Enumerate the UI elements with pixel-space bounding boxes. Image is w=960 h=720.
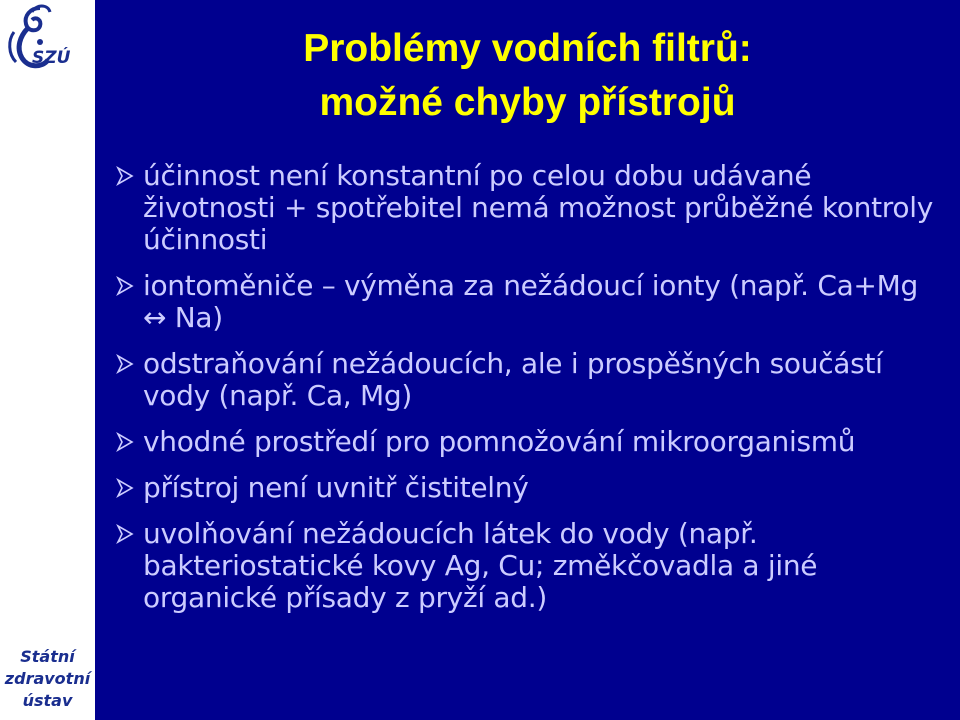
slide-content — [95, 0, 960, 720]
organization-name-line: Státní — [20, 647, 75, 666]
bullet-item — [115, 426, 945, 458]
slide-title-line: Problémy vodních filtrů: — [303, 27, 752, 70]
szu-logo-icon — [2, 2, 92, 82]
organization-name-line: ústav — [22, 691, 73, 710]
bullet-text: odstraňování nežádoucích, ale i prospěšných součástí vody (např. Ca, Mg) — [143, 347, 883, 412]
bullet-item — [115, 348, 945, 412]
arrowhead-icon — [115, 432, 135, 452]
arrowhead-icon — [115, 354, 135, 374]
bullet-text: vhodné prostředí pro pomnožování mikroorganismů — [143, 425, 856, 458]
arrowhead-icon — [115, 166, 135, 186]
arrowhead-icon — [115, 524, 135, 544]
bullet-text: iontoměniče – výměna za nežádoucí ionty (např. Ca+Mg ↔ Na) — [143, 269, 918, 334]
arrowhead-icon — [115, 478, 135, 498]
bullet-item — [115, 270, 945, 334]
bullet-list — [115, 160, 945, 628]
slide-title — [95, 22, 960, 130]
logo-text: SZÚ — [32, 48, 71, 68]
bullet-text: uvolňování nežádoucích látek do vody (např. bakteriostatické kovy Ag, Cu; změkčovadla a jiné organické přísady z pryží ad.) — [143, 517, 818, 614]
szu-logo — [2, 2, 92, 82]
organization-name — [0, 646, 95, 712]
bullet-item — [115, 472, 945, 504]
sidebar — [0, 0, 95, 720]
bullet-item — [115, 518, 945, 614]
slide-title-line: možné chyby přístrojů — [319, 81, 736, 124]
bullet-text: účinnost není konstantní po celou dobu udávané životnosti + spotřebitel nemá možnost průběžné kontroly účinnosti — [143, 159, 933, 256]
arrowhead-icon — [115, 276, 135, 296]
bullet-item — [115, 160, 945, 256]
bullet-text: přístroj není uvnitř čistitelný — [143, 471, 529, 504]
organization-name-line: zdravotní — [4, 669, 91, 688]
